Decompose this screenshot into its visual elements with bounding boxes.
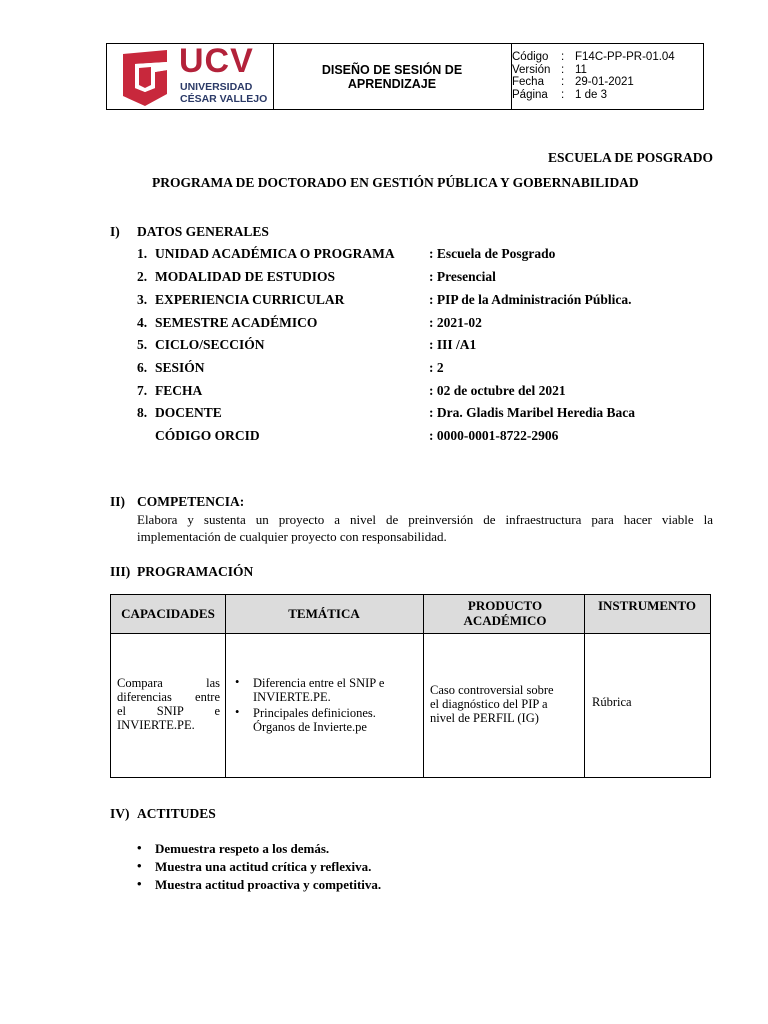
tematica-line: Diferencia entre el SNIP e xyxy=(253,676,385,690)
item-label: CÓDIGO ORCID xyxy=(155,428,260,443)
tematica-bullet-item xyxy=(231,706,421,734)
meta-sep: : xyxy=(561,76,565,89)
item-label: EXPERIENCIA CURRICULAR xyxy=(155,292,345,307)
competencia-line2: implementación de cualquier proyecto con responsabilidad. xyxy=(137,529,447,544)
section-num: I) xyxy=(110,224,120,239)
item-value: : Escuela de Posgrado xyxy=(429,246,556,261)
logo-cell xyxy=(107,44,274,109)
tematica-line: INVIERTE.PE. xyxy=(253,690,331,704)
producto-line: nivel de PERFIL (IG) xyxy=(430,711,539,725)
tematica-line: Principales definiciones. xyxy=(253,706,376,720)
tematica-bullet-item xyxy=(231,676,421,704)
cap-word: SNIP xyxy=(156,704,184,718)
meta-value: 1 de 3 xyxy=(575,88,607,101)
meta-key: Página xyxy=(512,88,548,101)
section-num: III) xyxy=(110,564,131,579)
cell-capacidades xyxy=(117,676,220,732)
item-value: : 02 de octubre del 2021 xyxy=(429,383,566,398)
doc-meta xyxy=(512,51,675,101)
meta-row xyxy=(512,64,675,77)
section-heading-datos: DATOS GENERALES xyxy=(137,224,269,239)
item-label: FECHA xyxy=(155,383,203,398)
meta-key: Fecha xyxy=(512,76,544,89)
item-num: 4. xyxy=(137,315,148,330)
document-header xyxy=(106,43,704,110)
cap-line xyxy=(117,676,220,690)
item-num: 7. xyxy=(137,383,148,398)
bullet-icon: • xyxy=(235,675,240,689)
item-value: : Dra. Gladis Maribel Heredia Baca xyxy=(429,405,635,420)
col-header-producto: PRODUCTO ACADÉMICO xyxy=(463,598,547,628)
logo-line1: UNIVERSIDAD xyxy=(180,81,253,93)
cell-producto xyxy=(430,683,580,725)
item-label: UNIDAD ACADÉMICA O PROGRAMA xyxy=(155,246,395,261)
cap-line xyxy=(117,690,220,704)
producto-line: el diagnóstico del PIP a xyxy=(430,697,548,711)
meta-sep: : xyxy=(561,63,565,76)
item-num: 2. xyxy=(137,269,148,284)
section-heading-programacion: PROGRAMACIÓN xyxy=(137,564,254,579)
logo-line2: CÉSAR VALLEJO xyxy=(180,93,268,105)
item-label: MODALIDAD DE ESTUDIOS xyxy=(155,269,336,284)
item-label: CICLO/SECCIÓN xyxy=(155,337,265,352)
item-label: DOCENTE xyxy=(155,405,222,420)
item-value: : 2021-02 xyxy=(429,315,482,330)
col-header-instrumento: INSTRUMENTO xyxy=(597,598,696,613)
item-num: 3. xyxy=(137,292,148,307)
column-divider xyxy=(225,595,226,777)
meta-row xyxy=(512,51,675,64)
list-item: Demuestra respeto a los demás. xyxy=(155,841,330,856)
cap-line xyxy=(117,704,220,718)
tematica-line: Órganos de Invierte.pe xyxy=(253,720,367,734)
meta-row xyxy=(512,89,675,102)
bullet-icon: • xyxy=(137,876,142,891)
bullet-icon: • xyxy=(235,705,240,719)
section-heading-competencia: COMPETENCIA: xyxy=(137,494,245,509)
section-heading-actitudes: ACTITUDES xyxy=(137,806,216,821)
cap-word: e xyxy=(214,704,220,718)
cap-word: Compara xyxy=(117,676,163,690)
column-divider xyxy=(584,595,585,777)
meta-value: 11 xyxy=(575,63,587,76)
item-num: 6. xyxy=(137,360,148,375)
school-name: ESCUELA DE POSGRADO xyxy=(547,150,713,165)
meta-row xyxy=(512,76,675,89)
item-value: : Presencial xyxy=(429,269,496,284)
meta-key: Versión xyxy=(512,63,551,76)
item-num: 5. xyxy=(137,337,148,352)
item-num: 1. xyxy=(137,246,148,261)
cell-instrumento: Rúbrica xyxy=(592,695,632,709)
cap-word: el xyxy=(117,704,127,718)
cap-word: entre xyxy=(195,690,220,704)
competencia-line1: Elabora y sustenta un proyecto a nivel de preinversión de infraestructura para hacer viable la xyxy=(137,512,713,527)
item-value: : III /A1 xyxy=(429,337,477,352)
cap-word: diferencias xyxy=(117,690,172,704)
column-divider xyxy=(423,595,424,777)
cap-line: INVIERTE.PE. xyxy=(117,718,195,732)
bullet-icon: • xyxy=(137,840,142,855)
list-item: Muestra una actitud crítica y reflexiva. xyxy=(155,859,372,874)
producto-line: Caso controversial sobre xyxy=(430,683,554,697)
section-num: II) xyxy=(110,494,126,509)
item-label: SEMESTRE ACADÉMICO xyxy=(155,315,318,330)
meta-sep: : xyxy=(561,88,565,101)
section-num: IV) xyxy=(110,806,130,821)
item-value: : PIP de la Administración Pública. xyxy=(429,292,632,307)
meta-value: 29-01-2021 xyxy=(575,76,634,89)
logo-short: UCV xyxy=(179,42,254,80)
cap-word: las xyxy=(206,676,220,690)
doc-title: DISEÑO DE SESIÓN DE APRENDIZAJE xyxy=(321,62,463,91)
col-header-capacidades: CAPACIDADES xyxy=(121,606,215,621)
col-header-tematica: TEMÁTICA xyxy=(288,606,360,621)
ucv-logo-mark-icon xyxy=(121,48,169,106)
cell-tematica xyxy=(231,676,421,734)
item-value: : 0000-0001-8722-2906 xyxy=(429,428,559,443)
program-name: PROGRAMA DE DOCTORADO EN GESTIÓN PÚBLICA Y GOBERNABILIDAD xyxy=(152,175,639,190)
item-label: SESIÓN xyxy=(155,360,205,375)
list-item: Muestra actitud proactiva y competitiva. xyxy=(155,877,382,892)
item-num: 8. xyxy=(137,405,148,420)
meta-value: F14C-PP-PR-01.04 xyxy=(575,51,675,63)
item-value: : 2 xyxy=(429,360,444,375)
meta-key: Código xyxy=(512,51,549,63)
bullet-icon: • xyxy=(137,858,142,873)
programacion-table xyxy=(110,594,711,778)
doc-title-cell xyxy=(273,44,512,109)
meta-sep: : xyxy=(561,51,565,63)
